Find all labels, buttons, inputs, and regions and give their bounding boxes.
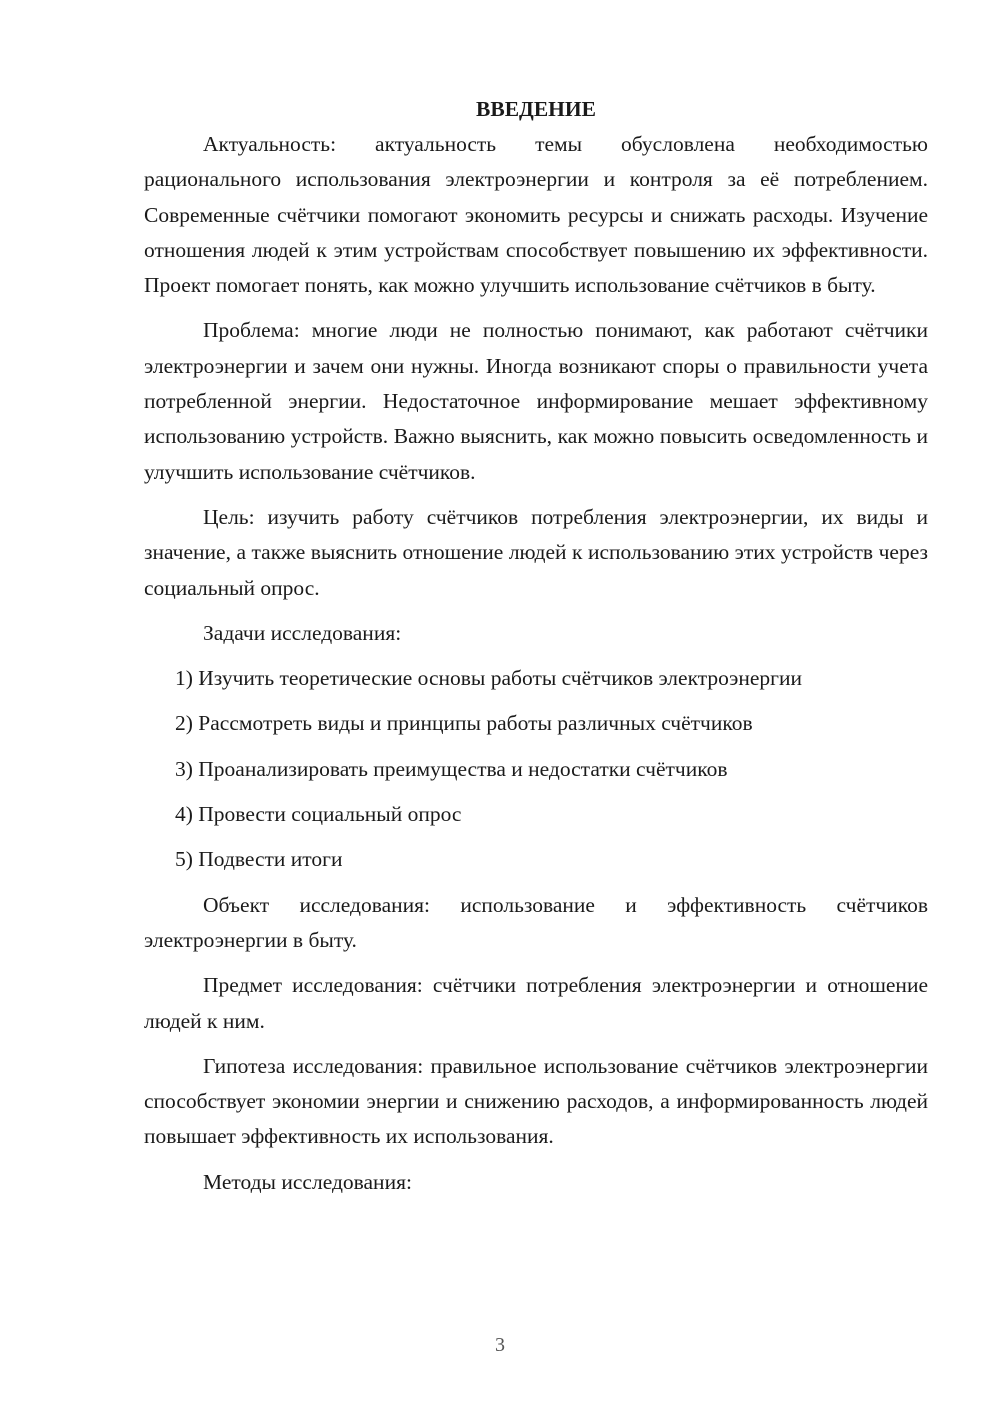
paragraph-problem: Проблема: многие люди не полностью понимают, как работают счётчики электроэнергии и зачем они нужны. Иногда возникают споры о правильности учета потребленной энергии. Недостаточное информирование мешает эффективному использованию устройств. Важно выяснить, как можно повысить осведомленность и улучшить использование счётчиков. [144, 318, 928, 484]
task-item: 1) Изучить теоретические основы работы счётчиков электроэнергии [175, 666, 803, 691]
task-item: 3) Проанализировать преимущества и недостатки счётчиков [175, 756, 728, 781]
task-list [144, 661, 928, 877]
methods-heading: Методы исследования: [203, 1169, 412, 1194]
page-number: 3 [495, 1334, 505, 1356]
section-title: ВВЕДЕНИЕ [476, 97, 596, 121]
paragraph-object: Объект исследования: использование и эффективность счётчиков электроэнергии в быту. [144, 892, 928, 952]
paragraph-subject: Предмет исследования: счётчики потребления электроэнергии и отношение людей к ним. [144, 973, 928, 1033]
paragraph-goal: Цель: изучить работу счётчиков потребления электроэнергии, их виды и значение, а также выяснить отношение людей к использованию этих устройств через социальный опрос. [144, 504, 928, 600]
paragraph-relevance: Актуальность: актуальность темы обусловлена необходимостью рационального использования электроэнергии и контроля за её потреблением. Современные счётчики помогают экономить ресурсы и снижать расходы. Изучение отношения людей к этим устройствам способствует повышению их эффективности. Проект помогает понять, как можно улучшить использование счётчиков в быту. [144, 132, 928, 298]
tasks-heading: Задачи исследования: [203, 620, 402, 645]
task-item: 2) Рассмотреть виды и принципы работы различных счётчиков [175, 711, 753, 736]
task-item: 4) Провести социальный опрос [175, 802, 462, 827]
paragraph-hypothesis: Гипотеза исследования: правильное использование счётчиков электроэнергии способствует экономии энергии и снижению расходов, а информированность людей повышает эффективность их использования. [144, 1053, 928, 1149]
task-item: 5) Подвести итоги [175, 847, 343, 872]
document-page [144, 92, 928, 1210]
